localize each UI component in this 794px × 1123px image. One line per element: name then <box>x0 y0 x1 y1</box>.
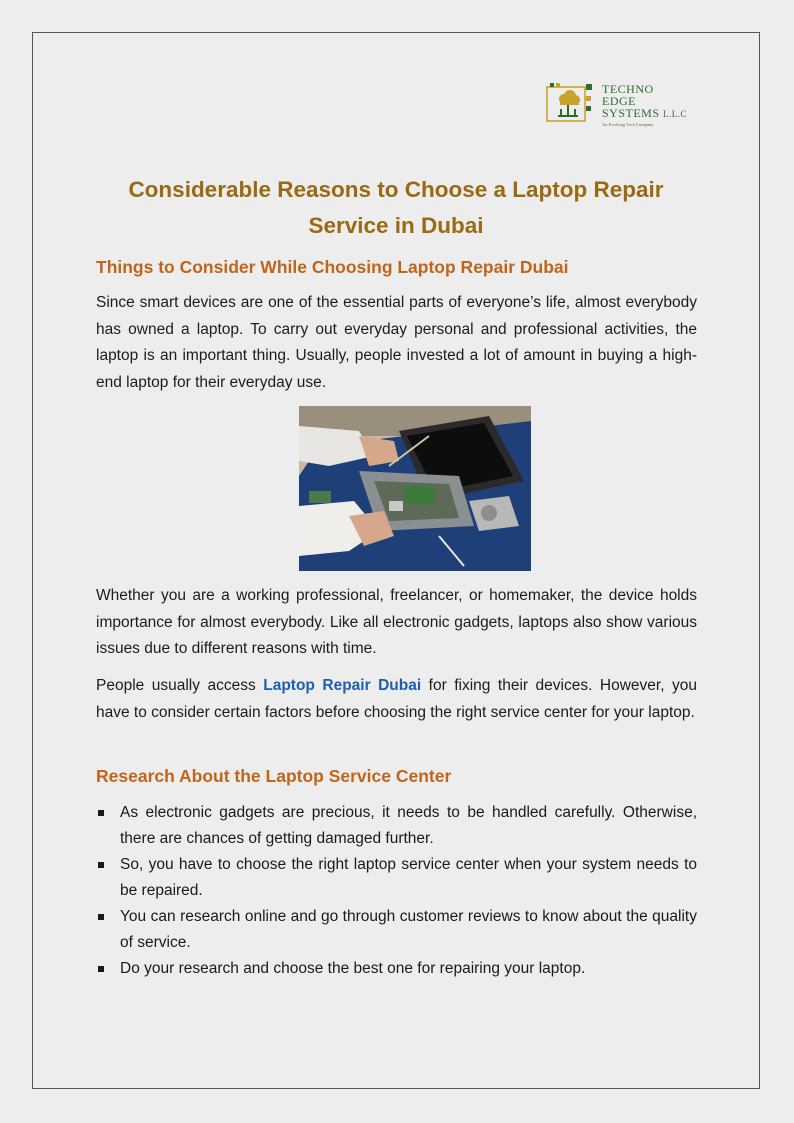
company-logo <box>546 82 706 130</box>
research-bullet-list <box>96 800 697 982</box>
bullet-square-icon <box>98 966 104 972</box>
intro-paragraph: Since smart devices are one of the essential parts of everyone’s life, almost everybody has owned a laptop. To carry out everyday personal and professional activities, the laptop is an important thing. Usually, people invested a lot of amount in buying a high-end laptop for their everyday use. <box>96 294 697 391</box>
bullet-square-icon <box>98 862 104 868</box>
bullet-square-icon <box>98 914 104 920</box>
logo-line-3: SYSTEMS L.L.C <box>602 106 688 120</box>
bullet-square-icon <box>98 810 104 816</box>
bullet-item: As electronic gadgets are precious, it needs to be handled carefully. Otherwise, there are chances of getting damaged further. <box>96 800 697 852</box>
section-heading-research: Research About the Laptop Service Center <box>96 766 452 786</box>
logo-tagline: An Evolving Tech Company <box>602 122 654 127</box>
laptop-repair-photo <box>299 406 531 571</box>
logo-wordmark <box>602 83 687 120</box>
paragraph-service-center: People usually access Laptop Repair Dubai for fixing their devices. However, you have to consider certain factors before choosing the right service center for your laptop. <box>96 677 697 721</box>
bullet-item: So, you have to choose the right laptop service center when your system needs to be repaired. <box>96 852 697 904</box>
bullet-item: Do your research and choose the best one for repairing your laptop. <box>96 956 697 982</box>
logo-mark-icon <box>546 82 596 128</box>
section-heading-things-to-consider: Things to Consider While Choosing Laptop Repair Dubai <box>96 257 569 277</box>
page-title: Considerable Reasons to Choose a Laptop Repair Service in Dubai <box>128 177 664 238</box>
logo-line-1: TECHNO <box>602 82 654 96</box>
bullet-item: You can research online and go through customer reviews to know about the quality of service. <box>96 904 697 956</box>
laptop-repair-dubai-link[interactable]: Laptop Repair Dubai <box>263 677 422 694</box>
paragraph-importance: Whether you are a working professional, freelancer, or homemaker, the device holds importance for almost everybody. Like all electronic gadgets, laptops also show various issues due to different reasons with time. <box>96 587 697 657</box>
logo-line-2: EDGE <box>602 94 636 108</box>
